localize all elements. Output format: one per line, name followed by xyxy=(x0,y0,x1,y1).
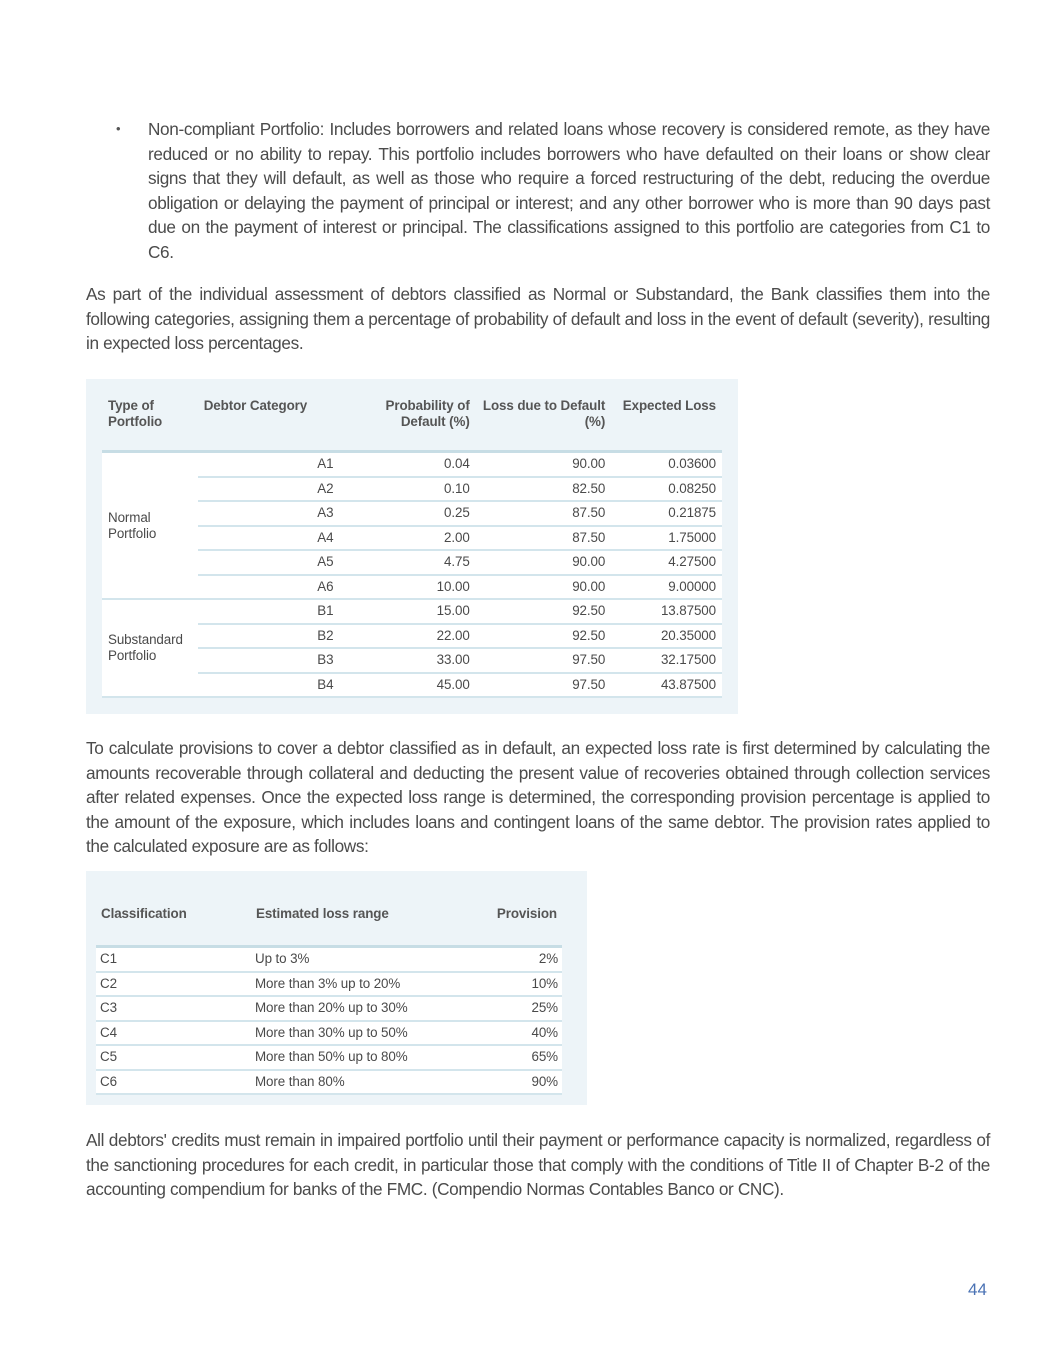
cell-classification: C6 xyxy=(96,1070,251,1095)
cell-range: More than 80% xyxy=(251,1070,471,1095)
cell-category: B3 xyxy=(198,648,340,673)
cell-category: A1 xyxy=(198,452,340,477)
paragraph-provisions: To calculate provisions to cover a debtor classified as in default, an expected loss rate is first determined by calculating the amounts recoverable through collateral and deducting the present value of recoveries obtained through collection services after related expenses. Once the expected loss range is determined, the corresponding provision percentage is applied to the amount of the exposure, which includes loans and contingent loans of the same debtor. The provision rates applied to the calculated exposure are as follows: xyxy=(86,738,990,857)
cell-lgd: 97.50 xyxy=(476,673,612,698)
cell-lgd: 87.50 xyxy=(476,501,612,526)
cell-pd: 15.00 xyxy=(339,599,475,624)
cell-lgd: 87.50 xyxy=(476,526,612,551)
cell-classification: C3 xyxy=(96,996,251,1021)
cell-lgd: 92.50 xyxy=(476,599,612,624)
cell-classification: C4 xyxy=(96,1021,251,1046)
cell-provision: 90% xyxy=(471,1070,562,1095)
table-row xyxy=(96,1021,562,1046)
bullet-item-non-compliant xyxy=(116,117,990,265)
cell-provision: 10% xyxy=(471,972,562,997)
table-row xyxy=(96,1045,562,1070)
cell-classification: C2 xyxy=(96,972,251,997)
header-estimated-loss-range: Estimated loss range xyxy=(256,906,389,921)
cell-provision: 40% xyxy=(471,1021,562,1046)
page-number: 44 xyxy=(968,1280,987,1299)
group-label-substandard: Substandard Portfolio xyxy=(102,599,198,697)
header-expected-loss: Expected Loss xyxy=(622,398,716,413)
cell-category: A4 xyxy=(198,526,340,551)
bullet-text: Non-compliant Portfolio: Includes borrowers and related loans whose recovery is considered remote, as they have reduced or no ability to repay. This portfolio includes borrowers who have defaulted on their loans or show clear signs that they will default, as well as those who require a forced restructuring of the debt, reducing the overdue obligation or delaying the payment of principal or interest; and any other borrower who is more than 90 days past due on the payment of interest or principal. The classifications assigned to this portfolio are categories from C1 to C6. xyxy=(148,119,990,262)
cell-range: More than 30% up to 50% xyxy=(251,1021,471,1046)
cell-range: More than 20% up to 30% xyxy=(251,996,471,1021)
cell-provision: 2% xyxy=(471,947,562,972)
table-row xyxy=(102,452,722,477)
cell-el: 43.87500 xyxy=(611,673,722,698)
cell-range: More than 3% up to 20% xyxy=(251,972,471,997)
header-debtor-category: Debtor Category xyxy=(203,398,308,413)
cell-pd: 4.75 xyxy=(339,550,475,575)
cell-el: 9.00000 xyxy=(611,575,722,600)
table-row xyxy=(96,996,562,1021)
cell-category: A6 xyxy=(198,575,340,600)
cell-lgd: 90.00 xyxy=(476,452,612,477)
cell-el: 0.03600 xyxy=(611,452,722,477)
table-row xyxy=(102,599,722,624)
table-row xyxy=(96,972,562,997)
cell-el: 4.27500 xyxy=(611,550,722,575)
cell-category: A2 xyxy=(198,477,340,502)
expected-loss-table-panel xyxy=(86,379,738,714)
bullet-marker: • xyxy=(116,121,121,136)
cell-category: A3 xyxy=(198,501,340,526)
header-probability-of-default: Probability of Default (%) xyxy=(385,398,470,429)
cell-category: A5 xyxy=(198,550,340,575)
cell-provision: 25% xyxy=(471,996,562,1021)
cell-category: B2 xyxy=(198,624,340,649)
header-classification: Classification xyxy=(101,906,187,921)
header-type-of-portfolio: Type of Portfolio xyxy=(108,398,163,429)
table-row xyxy=(96,947,562,972)
group-label-normal: Normal Portfolio xyxy=(102,452,198,600)
cell-lgd: 92.50 xyxy=(476,624,612,649)
table-header-row xyxy=(96,905,562,947)
cell-el: 32.17500 xyxy=(611,648,722,673)
cell-classification: C5 xyxy=(96,1045,251,1070)
cell-el: 1.75000 xyxy=(611,526,722,551)
paragraph-assessment: As part of the individual assessment of debtors classified as Normal or Substandard, the Bank classifies them into the following categories, assigning them a percentage of probability of default and loss in the event of default (severity), resulting in expected loss percentages. xyxy=(86,284,990,354)
cell-pd: 10.00 xyxy=(339,575,475,600)
cell-pd: 2.00 xyxy=(339,526,475,551)
cell-lgd: 90.00 xyxy=(476,575,612,600)
cell-lgd: 90.00 xyxy=(476,550,612,575)
cell-lgd: 97.50 xyxy=(476,648,612,673)
cell-el: 13.87500 xyxy=(611,599,722,624)
cell-range: Up to 3% xyxy=(251,947,471,972)
cell-pd: 33.00 xyxy=(339,648,475,673)
paragraph-impaired-portfolio: All debtors' credits must remain in impaired portfolio until their payment or performance capacity is normalized, regardless of the sanctioning procedures for each credit, in particular those that comply with the conditions of Title II of Chapter B-2 of the accounting compendium for banks of the FMC. (Compendio Normas Contables Banco or CNC). xyxy=(86,1130,990,1200)
cell-lgd: 82.50 xyxy=(476,477,612,502)
cell-pd: 0.04 xyxy=(339,452,475,477)
provision-table xyxy=(96,905,562,1095)
cell-el: 20.35000 xyxy=(611,624,722,649)
header-loss-due-to-default: Loss due to Default (%) xyxy=(482,398,606,429)
cell-pd: 22.00 xyxy=(339,624,475,649)
header-provision: Provision xyxy=(496,906,557,921)
table-header-row xyxy=(102,398,722,452)
cell-classification: C1 xyxy=(96,947,251,972)
cell-range: More than 50% up to 80% xyxy=(251,1045,471,1070)
provision-table-panel xyxy=(86,871,587,1105)
cell-pd: 0.10 xyxy=(339,477,475,502)
cell-provision: 65% xyxy=(471,1045,562,1070)
cell-pd: 45.00 xyxy=(339,673,475,698)
cell-category: B1 xyxy=(198,599,340,624)
cell-category: B4 xyxy=(198,673,340,698)
cell-el: 0.21875 xyxy=(611,501,722,526)
table-row xyxy=(96,1070,562,1095)
cell-el: 0.08250 xyxy=(611,477,722,502)
cell-pd: 0.25 xyxy=(339,501,475,526)
expected-loss-table xyxy=(102,398,722,698)
